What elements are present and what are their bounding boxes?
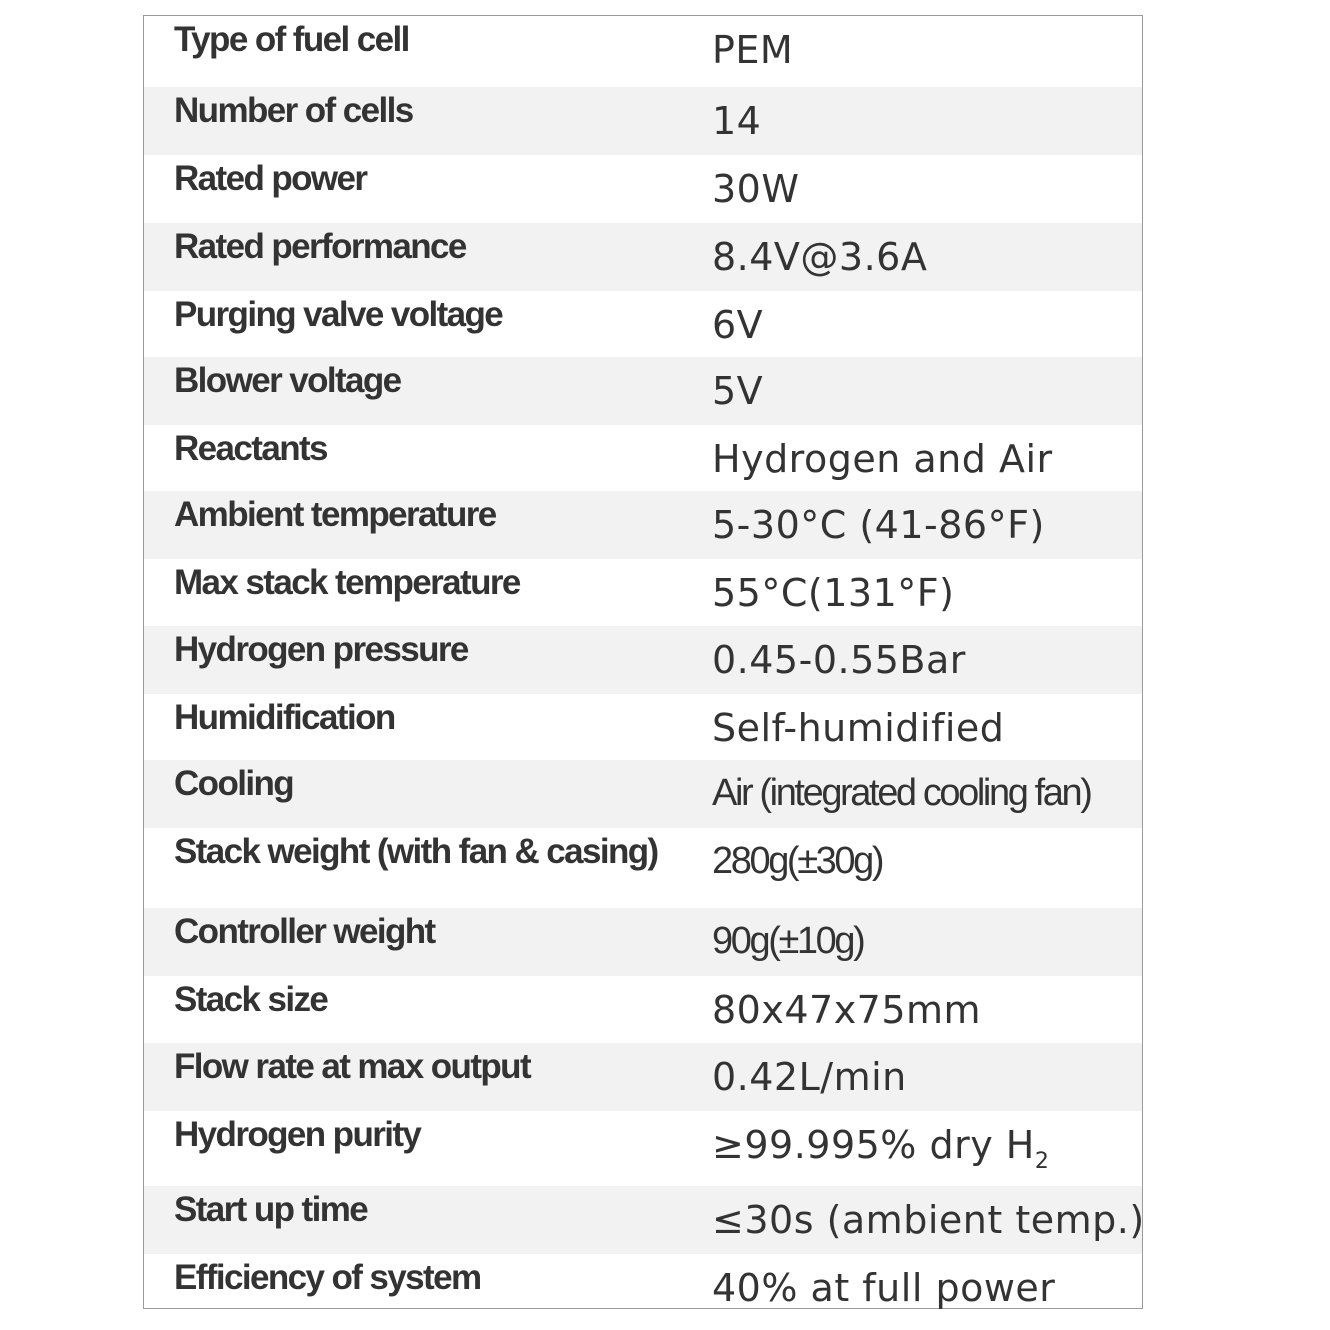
table-row	[144, 357, 1142, 425]
spec-label: Flow rate at max output	[174, 1047, 531, 1086]
spec-label: Type of fuel cell	[174, 20, 409, 59]
table-row	[144, 559, 1142, 627]
spec-label: Purging valve voltage	[174, 295, 503, 334]
spec-value: 6V	[712, 303, 764, 347]
table-row	[144, 223, 1142, 291]
spec-label: Hydrogen purity	[174, 1115, 421, 1154]
table-row	[144, 1111, 1142, 1179]
spec-label: Ambient temperature	[174, 495, 496, 534]
spec-value: 14	[712, 99, 762, 143]
spec-label: Controller weight	[174, 912, 435, 951]
spec-value: 30W	[712, 167, 800, 211]
spec-label: Cooling	[174, 764, 294, 803]
table-row	[144, 976, 1142, 1044]
spec-value: PEM	[712, 28, 794, 72]
spec-table	[143, 15, 1143, 1309]
spec-label: Stack weight (with fan & casing)	[174, 832, 658, 871]
table-row	[144, 425, 1142, 493]
table-row	[144, 491, 1142, 559]
table-row	[144, 1186, 1145, 1254]
spec-value: ≤30s (ambient temp.)	[712, 1198, 1145, 1242]
spec-label: Hydrogen pressure	[174, 630, 468, 669]
purity-text: ≥99.995% dry H	[712, 1123, 1035, 1167]
spec-value: 280g(±30g)	[712, 840, 883, 882]
spec-value: 0.45-0.55Bar	[712, 638, 966, 682]
spec-label: Rated performance	[174, 227, 466, 266]
spec-label: Stack size	[174, 980, 328, 1019]
spec-label: Number of cells	[174, 91, 413, 130]
spec-value: 90g(±10g)	[712, 920, 864, 962]
spec-value: Air (integrated cooling fan)	[712, 772, 1091, 814]
table-row	[144, 626, 1142, 694]
table-row	[144, 908, 1142, 976]
spec-label: Rated power	[174, 159, 367, 198]
spec-label: Humidification	[174, 698, 395, 737]
spec-value: 5-30°C (41-86°F)	[712, 503, 1045, 547]
spec-label: Blower voltage	[174, 361, 401, 400]
spec-value: 0.42L/min	[712, 1055, 907, 1099]
table-row	[144, 760, 1142, 828]
table-row	[144, 1254, 1142, 1322]
spec-value: Self-humidified	[712, 706, 1005, 750]
table-row	[144, 291, 1142, 359]
spec-value: 8.4V@3.6A	[712, 235, 928, 279]
spec-label: Start up time	[174, 1190, 368, 1229]
table-row	[144, 1043, 1142, 1111]
spec-value: 55°C(131°F)	[712, 571, 955, 615]
spec-value	[712, 1123, 1049, 1174]
table-row	[144, 694, 1142, 762]
spec-label: Max stack temperature	[174, 563, 520, 602]
spec-value: 40% at full power	[712, 1266, 1056, 1310]
spec-value: 80x47x75mm	[712, 988, 982, 1032]
table-row	[144, 155, 1142, 223]
table-row	[144, 87, 1142, 155]
purity-subscript: 2	[1034, 1149, 1050, 1174]
table-row	[144, 828, 1142, 896]
spec-label: Reactants	[174, 429, 327, 468]
table-row	[144, 16, 1142, 84]
spec-value: Hydrogen and Air	[712, 437, 1053, 481]
spec-label: Efficiency of system	[174, 1258, 481, 1297]
spec-value: 5V	[712, 369, 764, 413]
